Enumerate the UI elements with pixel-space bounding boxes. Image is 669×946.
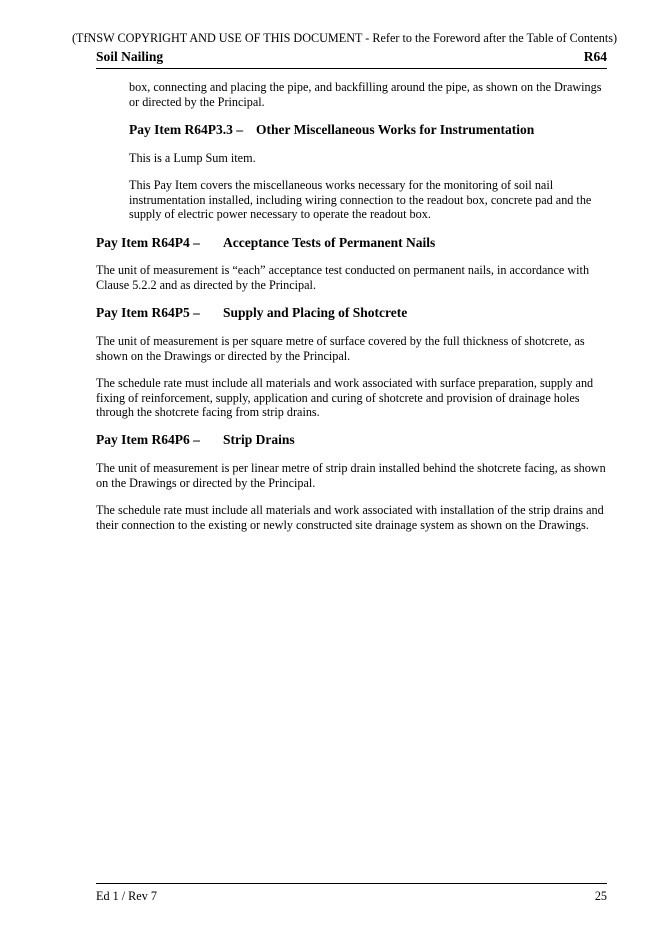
pay-item-code: Pay Item R64P4 – bbox=[96, 235, 200, 250]
page-number: 25 bbox=[594, 889, 607, 903]
pay-item-title: Acceptance Tests of Permanent Nails bbox=[223, 235, 436, 250]
pay-item-title: Strip Drains bbox=[223, 432, 295, 447]
running-header bbox=[96, 48, 607, 66]
pay-item-paragraph: The schedule rate must include all materials and work associated with installation of the strip drains and their connection to the existing or newly constructed site drainage system as shown on the Drawings. bbox=[96, 503, 604, 532]
pay-item-heading-p5 bbox=[96, 305, 408, 321]
pay-item-title: Supply and Placing of Shotcrete bbox=[223, 305, 408, 320]
pay-item-code: Pay Item R64P3.3 – bbox=[129, 122, 243, 137]
pay-item-paragraph: The unit of measurement is per linear metre of strip drain installed behind the shotcrete facing, as shown on the Drawings or directed by the Principal. bbox=[96, 461, 606, 490]
pay-item-code: Pay Item R64P6 – bbox=[96, 432, 200, 447]
pay-item-heading-p6 bbox=[96, 432, 295, 448]
pay-item-paragraph: The unit of measurement is “each” acceptance test conducted on permanent nails, in accordance with Clause 5.2.2 and as directed by the Principal. bbox=[96, 263, 590, 292]
pay-item-title: Other Miscellaneous Works for Instrumentation bbox=[256, 122, 535, 137]
continuation-paragraph: box, connecting and placing the pipe, and backfilling around the pipe, as shown on the Drawings or directed by the Principal. bbox=[129, 80, 602, 109]
header-rule bbox=[96, 68, 607, 69]
pay-item-code: Pay Item R64P5 – bbox=[96, 305, 200, 320]
spec-code: R64 bbox=[583, 49, 607, 64]
copyright-notice: (TfNSW COPYRIGHT AND USE OF THIS DOCUMENT - Refer to the Foreword after the Table of Contents) bbox=[71, 31, 618, 45]
pay-item-heading-p4 bbox=[96, 235, 436, 251]
pay-item-paragraph: This is a Lump Sum item. bbox=[129, 151, 256, 165]
pay-item-paragraph: The unit of measurement is per square metre of surface covered by the full thickness of shotcrete, as shown on the Drawings or directed by the Principal. bbox=[96, 334, 585, 363]
pay-item-paragraph: The schedule rate must include all materials and work associated with surface preparation, supply and fixing of reinforcement, supply, application and curing of shotcrete and provision of drainage holes through the shotcrete facing from strip drains. bbox=[96, 376, 594, 420]
pay-item-heading-p3-3 bbox=[129, 122, 535, 138]
footer-rule bbox=[96, 883, 607, 884]
section-title: Soil Nailing bbox=[96, 49, 164, 64]
edition-label: Ed 1 / Rev 7 bbox=[96, 889, 157, 903]
pay-item-paragraph: This Pay Item covers the miscellaneous works necessary for the monitoring of soil nail instrumentation installed, including wiring connection to the readout box, concrete pad and the supply of electric power necessary to operate the readout box. bbox=[129, 178, 592, 222]
